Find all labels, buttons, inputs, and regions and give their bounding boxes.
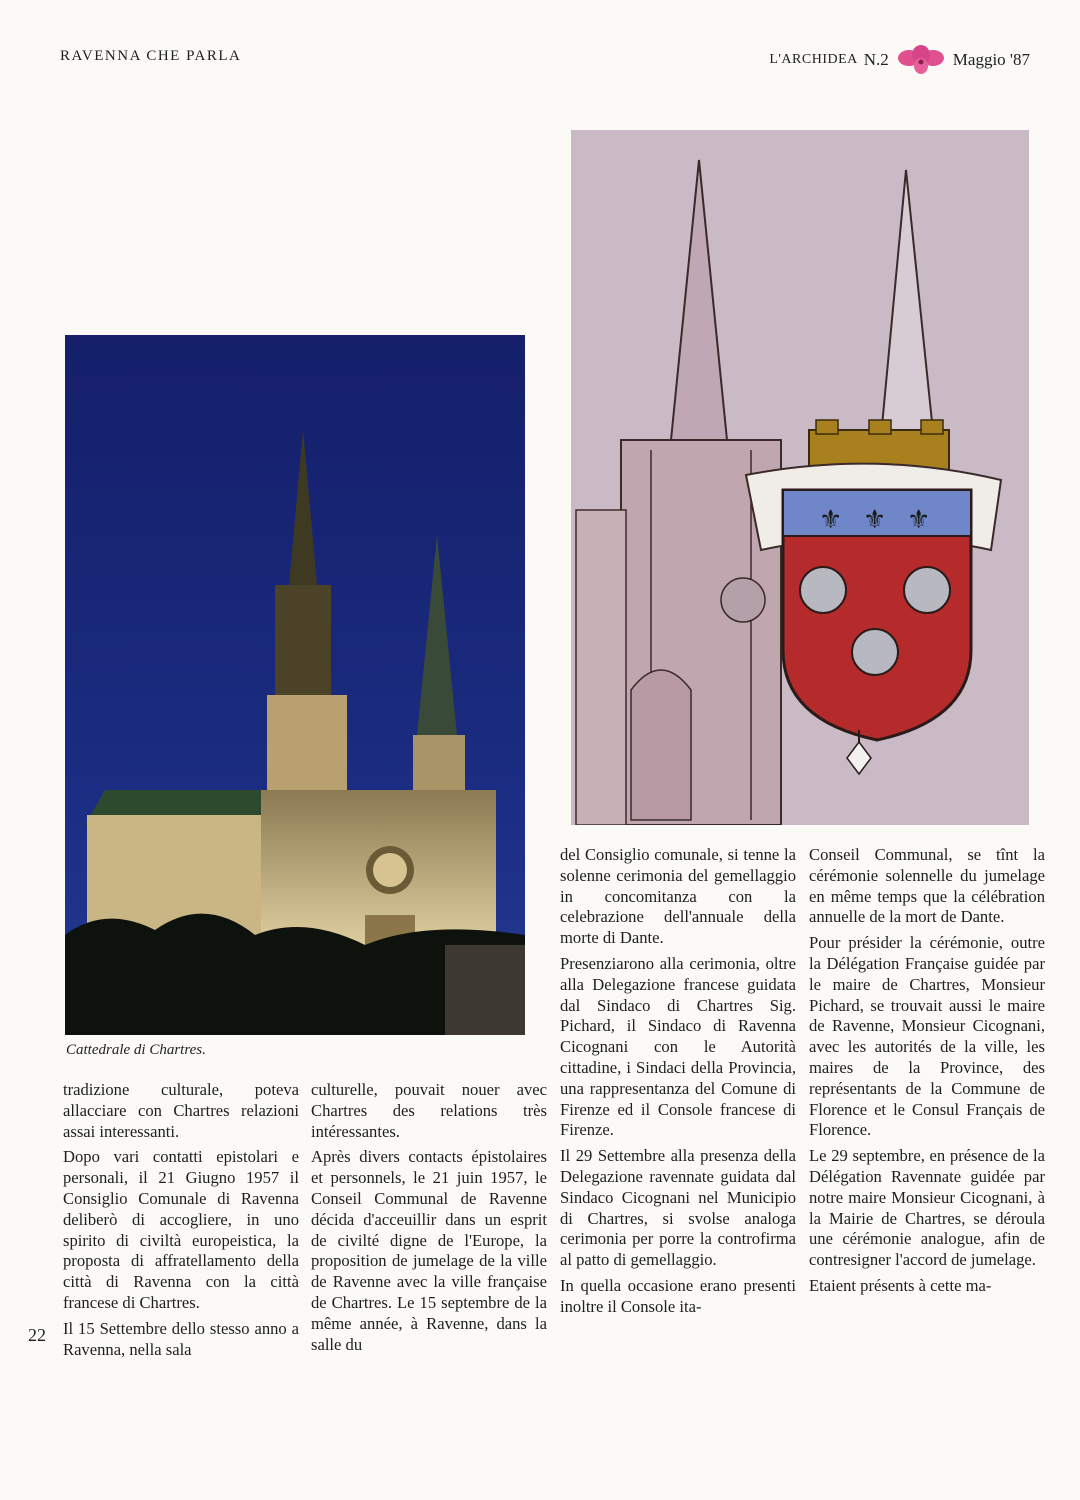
paragraph: Conseil Communal, se tînt la cérémonie solennelle du jumelage en même temps que la célébration annuelle de la mort de Dante. [809,845,1045,927]
paragraph: Pour présider la cérémonie, outre la Délégation Française guidée par le maire de Chartres, Monsieur Pichard, se trouvait aussi le maire de Ravenne, Monsieur Cicognani, avec les autorités de la ville, les maires de la Province, des représentants de la Commune de Florence et le Consul Français de Florence. [809,933,1045,1140]
paragraph: culturelle, pouvait nouer avec Chartres des relations très intéressantes. [311,1080,547,1141]
paragraph: In quella occasione erano presenti inoltre il Console ita- [560,1275,796,1316]
issue-date: Maggio '87 [952,50,1030,69]
magazine-header [769,44,1030,76]
issue-number: N.2 [863,50,889,69]
paragraph: tradizione culturale, poteva allacciare con Chartres relazioni assai interessanti. [63,1080,299,1141]
paragraph: del Consiglio comunale, si tenne la solenne cerimonia del gemellaggio in concomitanza con la celebrazione dell'annuale della morte di Dante. [560,845,796,948]
svg-text:⚜: ⚜ [819,505,843,535]
svg-text:⚜: ⚜ [863,505,887,535]
text-column-3 [560,845,796,1323]
chartres-coat-of-arms-painting [571,130,1029,825]
page-number: 22 [28,1325,46,1345]
paragraph: Etaient présents à cette ma- [809,1275,992,1295]
cathedral-night-photo [65,335,525,1035]
paragraph: Le 29 septembre, en présence de la Délégation Ravennate guidée par notre maire Monsieur Cicognani, à la Mairie de Chartres, se déroula une cérémonie analogue, afin de contresigner l'accord de jumelage. [809,1146,1045,1270]
paragraph: Il 29 Settembre alla presenza della Delegazione ravennate guidata dal Sindaco Cicognani nel Municipio di Chartres, si svolse analoga cerimonia per porre la controfirma al patto di gemellaggio. [560,1146,796,1270]
paragraph: Dopo vari contatti epistolari e personali, il 21 Giugno 1957 il Consiglio Comunale di Ravenna deliberò di accogliere, in uno spirito di civiltà europeistica, la proposta di affratellamento della città di Ravenna con la città francese di Chartres. [63,1147,299,1312]
section-title: RAVENNA CHE PARLA [60,48,242,64]
text-column-1 [63,1080,299,1365]
photo-caption: Cattedrale di Chartres. [66,1042,206,1058]
paragraph: Après divers contacts épistolaires et personnels, le 21 juin 1957, le Conseil Communal de Ravenne décida d'acceuillir dans un esprit de civilté digne de l'Europe, la proposition de jumelage de la ville de Ravenne avec la ville française de Chartres. Le 15 septembre de la même année, à Ravenne, dans la salle du [311,1147,547,1354]
text-column-4 [809,845,1045,1302]
svg-text:⚜: ⚜ [907,505,931,535]
orchid-flower-icon [895,44,947,76]
masthead-title: L'ARCHIDEA [769,52,858,67]
paragraph: Il 15 Settembre dello stesso anno a Ravenna, nella sala [63,1318,299,1359]
text-column-2 [311,1080,547,1360]
paragraph: Presenziarono alla cerimonia, oltre alla Delegazione francese guidata dal Sindaco di Chartres Sig. Pichard, il Sindaco di Ravenna Cicognani con le Autorità cittadine, i Sindaci della Provincia, una rappresentanza del Comune di Firenze ed il Console francese di Firenze. [560,953,796,1140]
